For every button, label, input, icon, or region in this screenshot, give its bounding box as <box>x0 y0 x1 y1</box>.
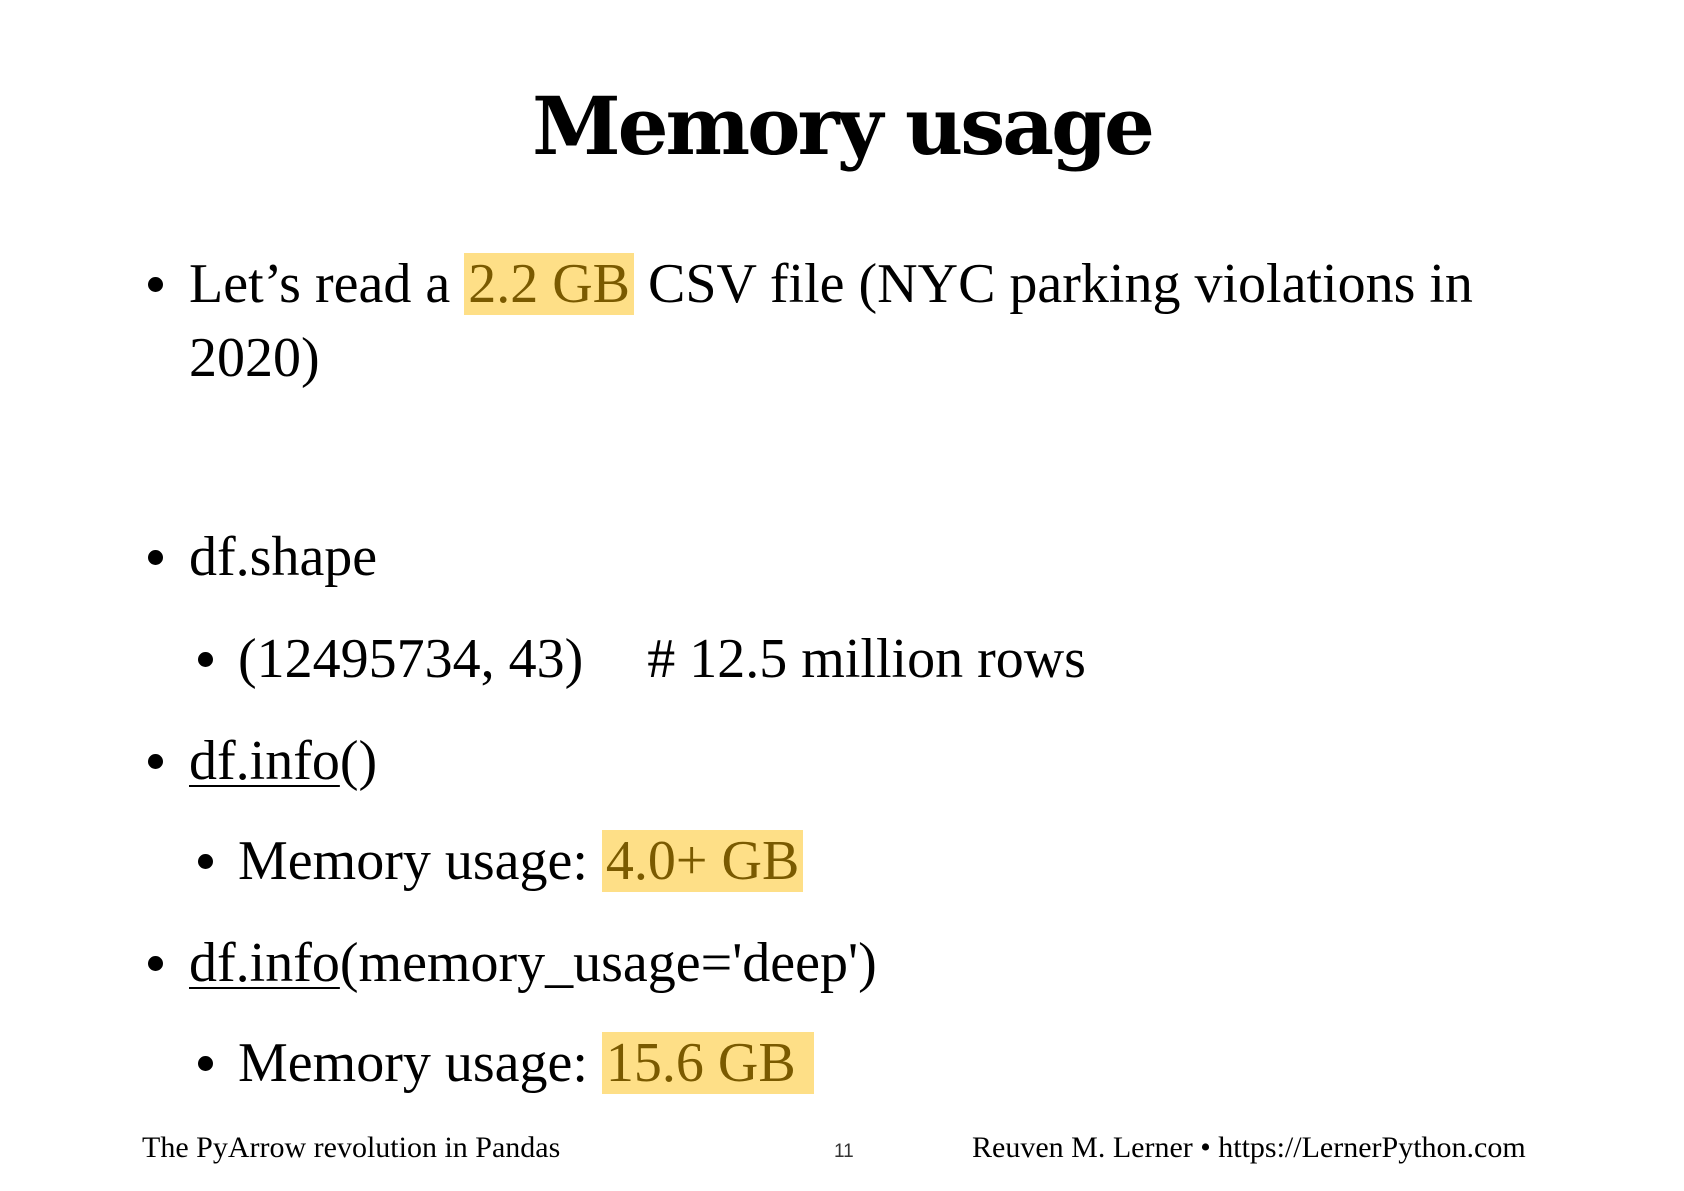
memory-usage-label: Memory usage: <box>238 830 602 892</box>
sub-bullet-memory-usage-deep <box>238 1026 814 1100</box>
bullet-csv-file <box>189 247 1473 321</box>
bullet-dot-icon <box>148 277 163 292</box>
bullet-csv-year: 2020) <box>189 327 320 389</box>
bullet-csv-line2 <box>189 321 320 395</box>
bullet-dot-icon <box>198 854 213 869</box>
df-info-parens: () <box>339 730 378 792</box>
slide-title: Memory usage <box>532 79 1152 173</box>
footer-title: The PyArrow revolution in Pandas <box>142 1131 561 1164</box>
bullet-df-shape <box>189 520 377 594</box>
bullet-csv-prefix: Let’s read a <box>189 253 465 315</box>
sub-bullet-shape-value <box>238 622 1086 696</box>
bullet-df-info <box>189 724 377 798</box>
bullet-dot-icon <box>148 956 163 971</box>
bullet-dot-icon <box>198 1056 213 1071</box>
highlight-memory-usage-deep: 15.6 GB <box>602 1032 814 1094</box>
bullet-csv-suffix: CSV file (NYC parking violations in <box>633 253 1473 315</box>
df-info-deep-args: (memory_usage='deep') <box>339 932 877 994</box>
highlight-memory-usage: 4.0+ GB <box>602 830 803 892</box>
bullet-df-shape-text: df.shape <box>189 526 378 588</box>
bullet-df-info-deep <box>189 926 877 1000</box>
df-info-link[interactable]: df.info <box>189 730 340 792</box>
sub-bullet-memory-usage <box>238 824 803 898</box>
footer-author: Reuven M. Lerner • https://LernerPython.com <box>972 1131 1526 1164</box>
bullet-dot-icon <box>148 550 163 565</box>
shape-value: (12495734, 43) <box>238 628 584 690</box>
bullet-dot-icon <box>148 754 163 769</box>
bullet-dot-icon <box>198 652 213 667</box>
df-info-deep-link[interactable]: df.info <box>189 932 340 994</box>
memory-usage-deep-label: Memory usage: <box>238 1032 602 1094</box>
highlight-csv-size: 2.2 GB <box>464 253 634 315</box>
page-number: 11 <box>834 1141 854 1162</box>
shape-comment: # 12.5 million rows <box>647 628 1086 690</box>
